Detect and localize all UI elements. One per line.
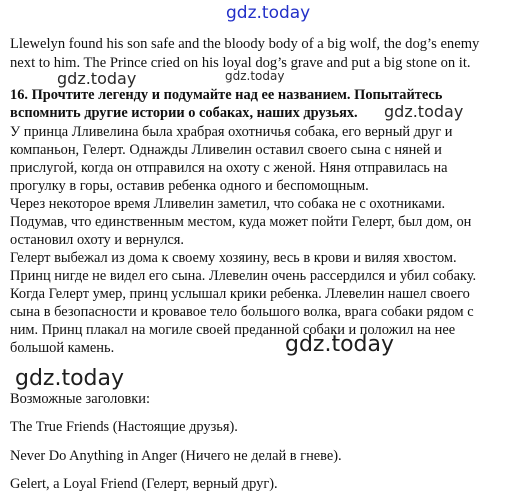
- watermark-big-1: gdz.today: [285, 332, 395, 357]
- russian-line-11: сына в безопасности и кровавое тело большого волка, врага собаки рядом с: [10, 304, 474, 320]
- russian-line-5: Через некоторое время Лливелин заметил, что собака не с охотниками.: [10, 196, 446, 212]
- watermark-small-1: gdz.today: [57, 69, 137, 88]
- titles-heading: Возможные заголовки:: [10, 391, 150, 407]
- watermark-top: gdz.today: [226, 3, 311, 23]
- english-line-2: next to him. The Prince cried on his loyal dog’s grave and put a big stone on it.: [10, 55, 471, 71]
- russian-line-1: У принца Лливелина была храбрая охотничья собака, его верный друг и: [10, 124, 453, 140]
- watermark-small-2: gdz.today: [225, 69, 285, 83]
- task-heading-line-1: 16. Прочтите легенду и подумайте над ее названием. Попытайтесь: [10, 87, 443, 103]
- russian-line-2: компаньон, Гелерт. Однажды Лливелин оставил своего сына с няней и: [10, 142, 442, 158]
- russian-line-4: прогулку в горы, оставив ребенка одного и беспомощным.: [10, 178, 369, 194]
- russian-line-9: Принц нигде не видел его сына. Ллевелин очень рассердился и убил собаку.: [10, 268, 477, 284]
- watermark-small-3: gdz.today: [384, 102, 464, 121]
- english-line-1: Llewelyn found his son safe and the bloody body of a big wolf, the dog’s enemy: [10, 36, 480, 52]
- russian-line-13: большой камень.: [10, 340, 115, 356]
- russian-line-6: Подумав, что единственным местом, куда может пойти Гелерт, был дом, он: [10, 214, 472, 230]
- russian-line-7: остановил охоту и вернулся.: [10, 232, 184, 248]
- russian-line-12: ним. Принц плакал на могиле своей преданной собаки и положил на нее: [10, 322, 456, 338]
- task-heading-line-2: вспомнить другие истории о собаках, наших друзьях.: [10, 105, 358, 121]
- watermark-big-2: gdz.today: [15, 366, 125, 391]
- russian-line-8: Гелерт выбежал из дома к своему хозяину, весь в крови и виляя хвостом.: [10, 250, 457, 266]
- russian-line-3: прислугой, когда он отправился на охоту с женой. Няня отправилась на: [10, 160, 448, 176]
- title-option-2: Never Do Anything in Anger (Ничего не делай в гневе).: [10, 448, 342, 464]
- title-option-1: The True Friends (Настоящие друзья).: [10, 419, 238, 435]
- russian-line-10: Когда Гелерт умер, принц услышал крики ребенка. Ллевелин нашел своего: [10, 286, 470, 302]
- title-option-3: Gelert, a Loyal Friend (Гелерт, верный друг).: [10, 476, 278, 492]
